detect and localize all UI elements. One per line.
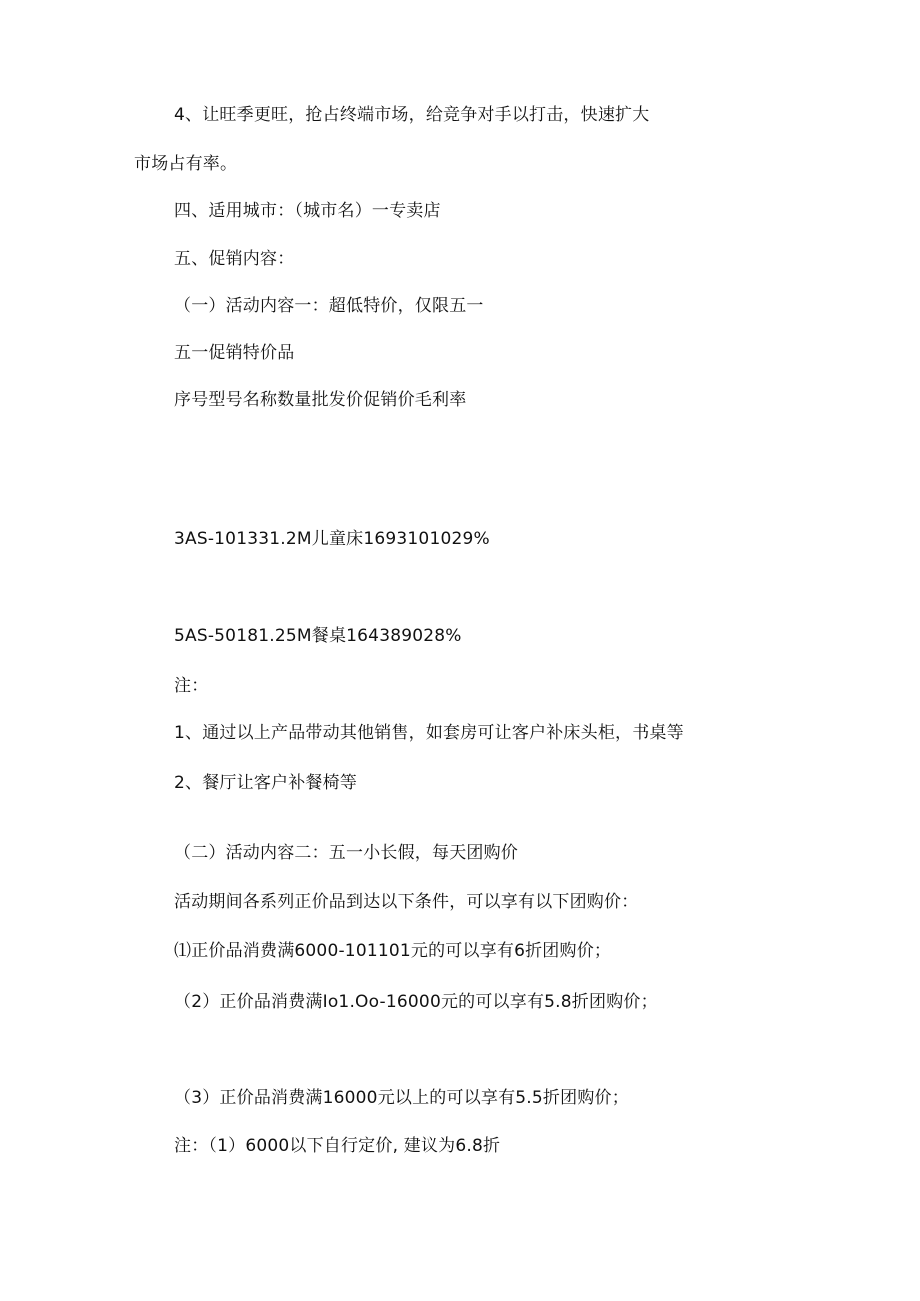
paragraph-line: （3）正价品消费满16000元以上的可以享有5.5折团购价；	[174, 1088, 629, 1108]
paragraph-line: （一）活动内容一：超低特价，仅限五一	[174, 296, 484, 316]
paragraph-line: 3AS-101331.2M儿童床1693101029%	[174, 529, 490, 549]
paragraph-line: 四、适用城市：（城市名）一专卖店	[174, 201, 441, 221]
paragraph-line: ⑴正价品消费满6000-101101元的可以享有6折团购价；	[174, 941, 612, 961]
paragraph-line: 五、促销内容：	[174, 249, 295, 269]
paragraph-line: 5AS-50181.25M餐桌164389028%	[174, 626, 462, 646]
paragraph-line: 市场占有率。	[134, 154, 238, 174]
paragraph-line: 活动期间各系列正价品到达以下条件，可以享有以下团购价：	[174, 892, 639, 912]
paragraph-line: 序号型号名称数量批发价促销价毛利率	[174, 390, 467, 410]
paragraph-line: 五一促销特价品	[174, 343, 295, 363]
paragraph-line: 1、通过以上产品带动其他销售，如套房可让客户补床头柜，书桌等	[174, 723, 684, 743]
paragraph-line: 注：（1）6000以下自行定价, 建议为6.8折	[174, 1136, 501, 1156]
paragraph-line: 4、让旺季更旺，抢占终端市场，给竞争对手以打击，快速扩大	[174, 105, 650, 125]
paragraph-line: 注：	[174, 676, 209, 696]
paragraph-line: 2、餐厅让客户补餐椅等	[174, 773, 358, 793]
paragraph-line: （2）正价品消费满Io1.Oo-16000元的可以享有5.8折团购价；	[174, 992, 658, 1012]
paragraph-line: （二）活动内容二：五一小长假，每天团购价	[174, 843, 518, 863]
